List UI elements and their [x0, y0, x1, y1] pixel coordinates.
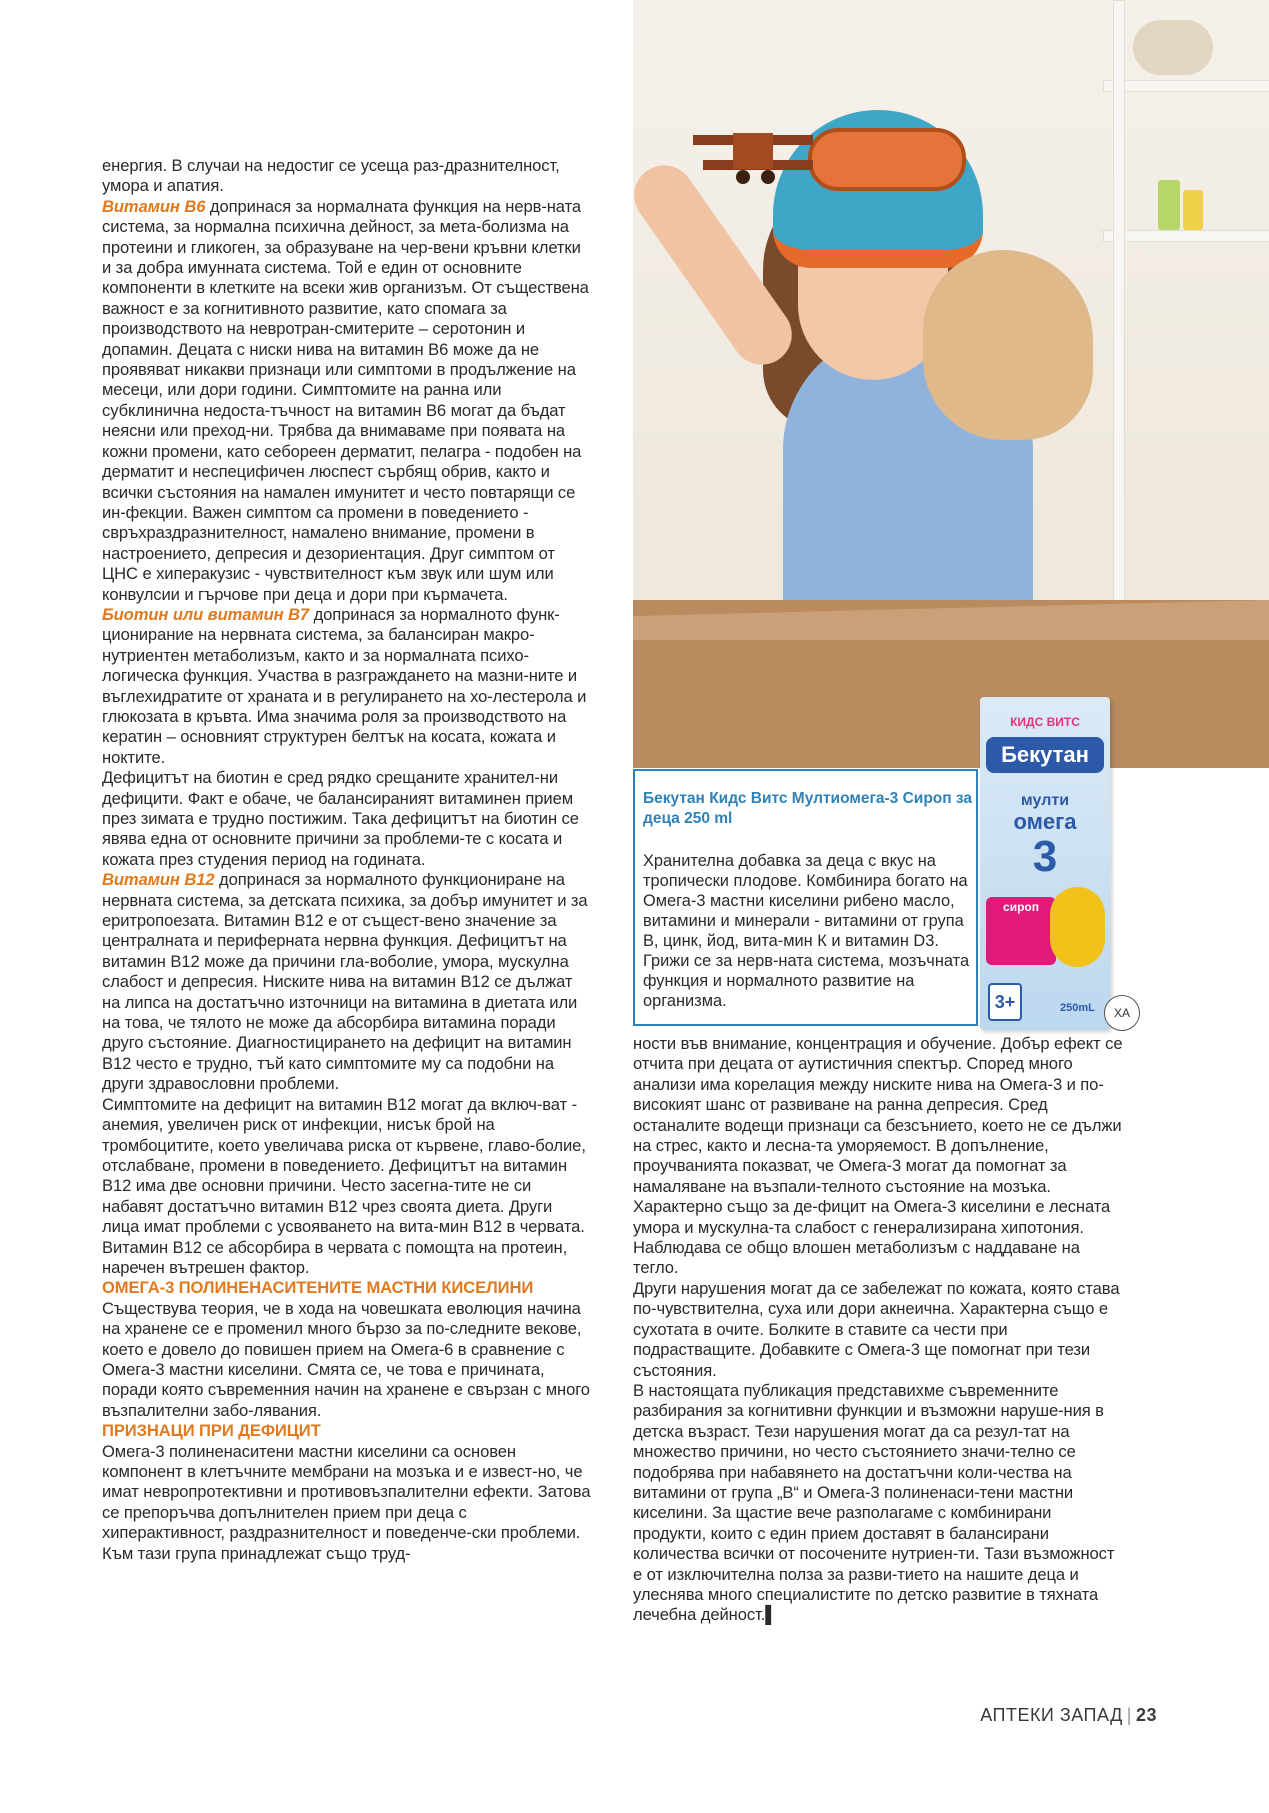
- pack-brand: КИДС ВИТС: [1010, 715, 1080, 729]
- pack-multi: мулти: [1020, 792, 1070, 809]
- pack-syrup: сироп: [986, 897, 1056, 965]
- fish-mascot-icon: [1050, 887, 1105, 967]
- right-article-column: [633, 1034, 1123, 1626]
- product-info-box: [633, 769, 978, 1026]
- xa-badge: ХА: [1104, 995, 1140, 1031]
- product-title: Бекутан Кидс Витс Мултиомега-3 Сироп за деца 250 ml: [643, 790, 973, 827]
- paragraph-omega-signs: Омега-3 полиненаситени мастни киселини са основен компонент в клетъчните мембрани на мозъка и е извест-но, че имат невропротективни и противовъзпалителни ефекти. Затова се препоръчва допълнителен прием при деца с хиперактивност, раздразнителност и поведенче-ски проблеми. Към тази група принадлежат също труд-: [102, 1441, 591, 1563]
- end-mark: ▌: [765, 1605, 777, 1625]
- footer-separator: |: [1126, 1705, 1132, 1725]
- section-heading-signs: ПРИЗНАЦИ ПРИ ДЕФИЦИТ: [102, 1421, 321, 1441]
- section-heading-omega3: ОМЕГА-3 ПОЛИНЕНАСИТЕНИТЕ МАСТНИ КИСЕЛИНИ: [102, 1278, 534, 1298]
- label-biotin: Биотин или витамин В7: [102, 604, 310, 624]
- paragraph-biotin-deficit: Дефицитът на биотин е сред рядко срещаните хранител-ни дефицити. Факт е обаче, че балансираният витаминен прием през зимата е трудно постижим. Така дефицитът на биотин се явява една от основните причини за проблеми-те с косата и кожата през студения период на годината.: [102, 768, 579, 869]
- pack-volume: 250mL: [1060, 1002, 1095, 1014]
- pack-name: Бекутан: [986, 737, 1104, 773]
- page-number: 23: [1135, 1705, 1157, 1725]
- paragraph-biotin: Биотин или витамин В7 допринася за нормалното функ-ционирание на нервната система, за балансиран макро-нутриентен метаболизъм, както и за нормалната психо-логическа функция. Участва в разграждането на мазни-ните и въглехидратите от храната и в регулирането на хо-лестерола и глюкозата в кръвта. Има значима роля за производството на кератин – основният структурен белтък на косата, кожата и ноктите.: [102, 604, 587, 767]
- paragraph-conclusion: В настоящата публикация представихме съвременните разбирания за когнитивни функции и възможни наруше-ния в детска възраст. Тези нарушения могат да са резул-тат на множество причини, но често състоянието значи-телно се подобрява при набавянето на достатъчни коли-чества на витамини от група „В“ и Омега-3 полиненаси-тени мастни киселини. За щастие вече разполагаме с комбинирани продукти, които с един прием доставят в балансирани количества всички от посочените нутриен-ти. Тази възможност е от изключителна полза за разви-тието на нашите деца и улеснява много специалистите по детско развитие в тяхната лечебна дейност.▌: [633, 1380, 1115, 1625]
- left-article-column: [102, 156, 592, 1564]
- pack-omega: омега: [1013, 809, 1077, 834]
- hero-photo: [633, 0, 1269, 768]
- product-description: Хранителна добавка за деца с вкус на тропически плодове. Комбинира богато на Омега-3 мастни киселини рибено масло, витамини и минерали - витамини от група В, цинк, йод, вита-мин К и витамин D3. Грижи се за нерв-ната система, мозъчната функция и нормалното развитие на организма.: [643, 852, 970, 1010]
- paragraph-vitamin-b6: Витамин В6 допринася за нормалната функция на нерв-ната система, за нормална психична дейност, за мета-болизма на протеини и гликоген, за образуване на чер-вени кръвни клетки и за добра имунната система. Той е един от основните компоненти в клетките на всеки жив организъм. От съществена важност е за когнитивното развитие, като спомага за производството на невротран-смитерите – серотонин и допамин. Децата с ниски нива на витамин В6 може да не проявяват никакви признаци или симптоми в продължение на месеци, или дори години. Симптомите на ранна или субклинична недоста-тъчност на витамин В6 могат да бъдат неясни или преход-ни. Трябва да внимаваме при появата на кожни промени, като себорeен дерматит, пелагра - подобен на дерматит и неспецифичен люспест сърбящ обрив, както и всички състояния на намален имунитет и често повтарящи се ин-фекции. Важен симптом са промени в поведението - свръхраздразнителност, намалено внимание, промени в настроението, депресия и дезориентация. Друг симптом от ЦНС е хиперакузис - чувствителност към звук или шум или конвулсии и гърчове при деца и дори при кърмачета.: [102, 196, 589, 604]
- pack-age: 3+: [988, 983, 1022, 1021]
- label-vitamin-b12: Витамин В12: [102, 870, 215, 890]
- paragraph-omega-theory: Съществува теория, че в хода на човешката еволюция начина на хранене се е променил много бързо за по-следните векове, което е довело до повишен прием на Омега-6 в сравнение с Омега-3 мастни киселини. Смята се, че това е причината, поради която съвременния начин на хранене е свързан с много възпалителни забо-лявания.: [102, 1298, 590, 1420]
- toy-plane-icon: [683, 115, 833, 185]
- magazine-name: АПТЕКИ ЗАПАД: [980, 1705, 1123, 1725]
- paragraph-intro: енергия. В случаи на недостиг се усеща раз-дразнителност, умора и апатия.: [102, 156, 560, 196]
- page-footer: [957, 1705, 1157, 1726]
- pack-three: 3: [1032, 832, 1058, 881]
- label-vitamin-b6: Витамин В6: [102, 196, 206, 216]
- paragraph-skin: Други нарушения могат да се забележат по кожата, която става по-чувствителна, суха или дори акнеична. Характерна също е сухотата в очите. Болките в ставите са чести при подрастващите. Добавките с Омега-3 ще помогнат при тези състояния.: [633, 1278, 1120, 1380]
- paragraph-vitamin-b12: Витамин В12 допринася за нормалното функциониране на нервната система, за детската психика, за добър имунитет и за еритропоезата. Витамин В12 е от същест-вено значение за централната и периферната нервна функция. Дефицитът на витамин В12 може да причини гла-воболие, умора, мускулна слабост и депресия. Ниските нива на витамин В12 се дължат на липса на достатъчно източници на витамина в диетата или на това, че тялото не може да абсорбира витамина поради друго състояние. Диагностицирането на дефицит на витамин В12 често е трудно, тъй като симптомите му са подобни на други здравословни проблеми.: [102, 870, 588, 1094]
- paragraph-omega-continued: ности във внимание, концентрация и обучение. Добър ефект се отчита при децата от аутистичния спектър. Според много анализи има корелация между ниските нива на Омега-3 и по-високият шанс от развиване на ранна депресия. Сред останалите водещи признаци са безсънието, което не се дължи на стрес, както и лесна-та уморяемост. В допълнение, проучванията показват, че Омега-3 могат да помогнат за намаляване на възпали-телното състояние на мозъка. Характерно също за де-фицит на Омега-3 киселини е лесната умора и мускулна-та слабост с генерализирана хипотония. Наблюдава се общо влошен метаболизъм с наддаване на тегло.: [633, 1034, 1123, 1278]
- paragraph-b12-symptoms: Симптомите на дефицит на витамин В12 могат да включ-ват - анемия, увеличен риск от инфекции, нисък брой на тромбоцитите, което увеличава риска от кървене, главо-болие, отслабване, промени в поведението. Дефицитът на витамин В12 има две основни причини. Често засегна-тите не си набавят достатъчно витамин В12 чрез своята диета. Други лица имат проблеми с усвояването на вита-мин В12 в червата. Витамин В12 се абсорбира в червата с помощта на протеин, наречен вътрешен фактор.: [102, 1094, 586, 1277]
- product-package: [980, 697, 1110, 1030]
